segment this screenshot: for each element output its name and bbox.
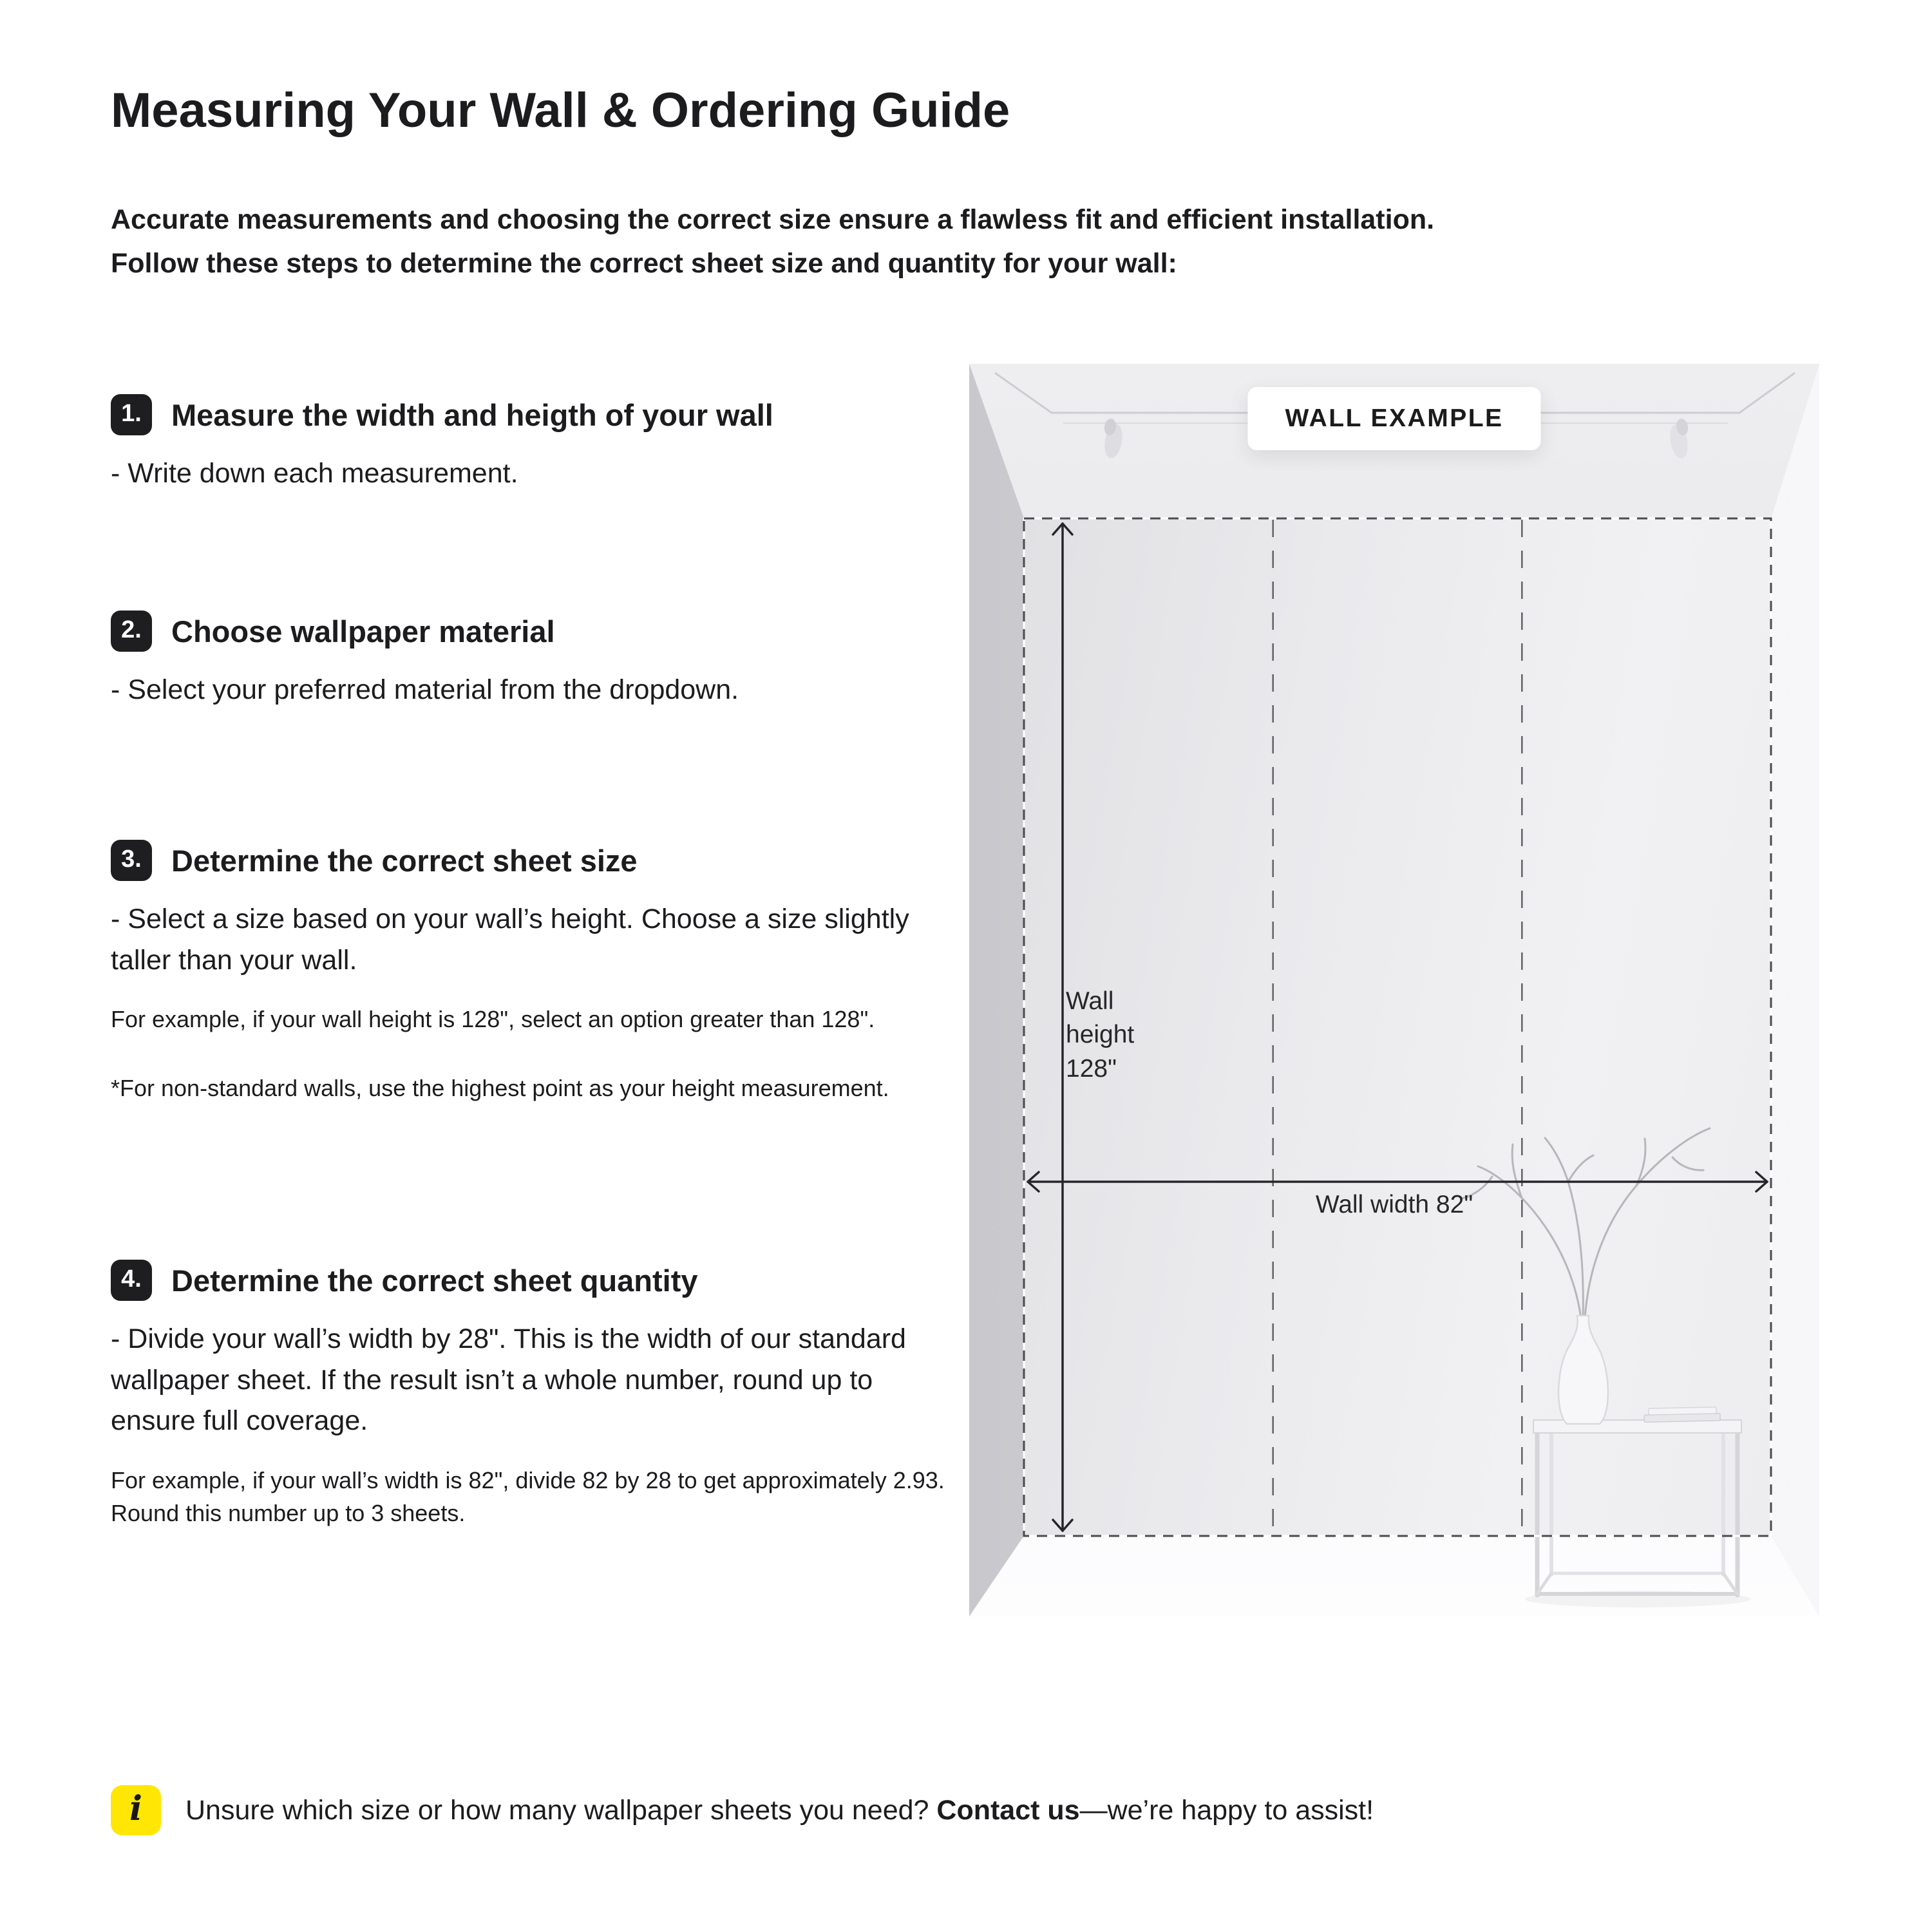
vase-branches xyxy=(1461,1128,1710,1318)
step-1-number-badge: 1. xyxy=(111,394,152,435)
step-2-body: - Select your preferred material from the dropdown. xyxy=(111,674,739,705)
footer-help xyxy=(111,1785,1374,1835)
intro-line-1: Accurate measurements and choosing the correct size ensure a flawless fit and efficient installation. xyxy=(111,204,1435,235)
step-3-number-badge: 3. xyxy=(111,840,152,881)
step-1-title: Measure the width and heigth of your wall xyxy=(171,397,773,432)
footer-help-prefix: Unsure which size or how many wallpaper sheets you need? xyxy=(185,1794,937,1826)
contact-us-link[interactable]: Contact us xyxy=(936,1794,1080,1826)
step-4-head xyxy=(111,1260,945,1301)
step-2-head xyxy=(111,611,945,652)
step-3-nonstandard-note: *For non-standard walls, use the highest point as your height measurement. xyxy=(111,1075,889,1102)
wall-outline-dashed xyxy=(1024,518,1771,1536)
vase xyxy=(1558,1316,1608,1424)
wall-height-label-line1: Wall xyxy=(1066,987,1114,1015)
ceiling-spotlight-left-icon xyxy=(1103,418,1125,460)
step-2 xyxy=(111,611,945,711)
info-icon-glyph: i xyxy=(129,1788,142,1828)
step-4 xyxy=(111,1260,945,1530)
footer-help-text xyxy=(185,1795,1374,1826)
step-1-head xyxy=(111,394,945,435)
wall-example-image xyxy=(969,364,1819,1616)
step-2-number-badge: 2. xyxy=(111,611,152,652)
step-3-head xyxy=(111,840,945,881)
page-title: Measuring Your Wall & Ordering Guide xyxy=(111,83,1010,138)
wall-width-label: Wall width 82" xyxy=(1315,1191,1473,1218)
step-1-body: - Write down each measurement. xyxy=(111,458,518,489)
wall-example-badge: WALL EXAMPLE xyxy=(1247,387,1540,450)
step-3-body: - Select a size based on your wall’s height. Choose a size slightly taller than your wall. xyxy=(111,904,909,976)
intro-text xyxy=(111,198,1843,286)
step-4-number-badge: 4. xyxy=(111,1260,152,1301)
side-table xyxy=(1533,1420,1741,1595)
step-3-example-note: For example, if your wall height is 128", select an option greater than 128". xyxy=(111,1006,875,1033)
wall-height-label-line2: height xyxy=(1066,1021,1135,1049)
footer-help-suffix: —we’re happy to assist! xyxy=(1079,1794,1374,1826)
step-1 xyxy=(111,394,945,495)
step-3 xyxy=(111,840,945,1104)
wall-height-label xyxy=(1066,985,1134,1086)
book xyxy=(1644,1407,1720,1422)
step-2-title: Choose wallpaper material xyxy=(171,614,555,649)
step-4-example-note: For example, if your wall’s width is 82", divide 82 by 28 to get approximately 2.93. Round this number up to 3 sheets. xyxy=(111,1466,945,1526)
ceiling-spotlight-right-icon xyxy=(1668,418,1690,460)
wall-width-arrow xyxy=(1028,1172,1767,1191)
wall-height-label-line3: 128" xyxy=(1066,1054,1117,1083)
step-4-body: - Divide your wall’s width by 28". This is the width of our standard wallpaper sheet. If the result isn’t a whole number, round up to ensure full coverage. xyxy=(111,1323,906,1437)
intro-line-2: Follow these steps to determine the correct sheet size and quantity for your wall: xyxy=(111,247,1177,279)
info-icon xyxy=(111,1785,161,1835)
step-3-title: Determine the correct sheet size xyxy=(171,843,638,878)
step-4-title: Determine the correct sheet quantity xyxy=(171,1263,698,1298)
